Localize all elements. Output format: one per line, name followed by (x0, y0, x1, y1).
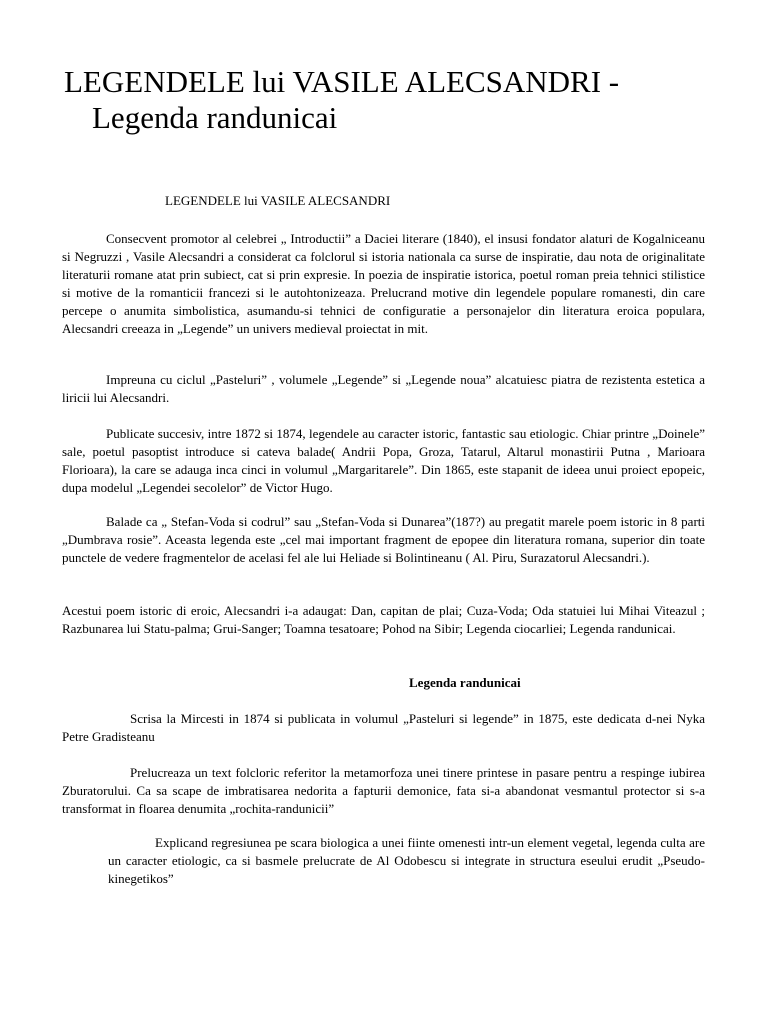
paragraph-prelucreaza: Prelucreaza un text folcloric referitor la metamorfoza unei tinere printese in pasare pentru a respinge iubirea Zburatorului. Ca sa scape de imbratisarea nedorita a fapturii demonice, fata si-a abandonat vesmantul protector si s-a transformat in floarea denumita „rochita-randunicii” (62, 765, 705, 816)
section-heading-legendele: LEGENDELE lui VASILE ALECSANDRI (165, 193, 391, 208)
paragraph-pasteluri: Impreuna cu ciclul „Pasteluri” , volumele „Legende” si „Legende noua” alcatuiesc piatra de rezistenta estetica a liricii lui Alecsandri. (62, 372, 705, 405)
paragraph-scrisa-la-mircesti: Scrisa la Mircesti in 1874 si publicata in volumul „Pasteluri si legende” in 1875, este dedicata d-nei Nyka Petre Gradisteanu (62, 711, 705, 744)
paragraph-explicand: Explicand regresiunea pe scara biologica a unei fiinte omenesti intr-un element vegetal, legenda culta are un caracter etiologic, ca si basmele prelucrate de Al Odobescu si integrate in structura eseului erudit „Pseudo-kinegetikos” (108, 835, 705, 886)
paragraph-intro: Consecvent promotor al celebrei „ Introductii” a Daciei literare (1840), el insusi fondator alaturi de Kogalniceanu si Negruzzi , Vasile Alecsandri a considerat ca folclorul si istoria nationala ca surse de inspiratie, dau nota de originalitate literaturii romane atat prin subiect, cat si prin expresie. In poezia de inspiratie istorica, poetul roman preia tehnici stilistice si motive de la romanticii francezi si le autohtonizeaza. Prelucrand motive din legendele populare romanesti, din care percepe o anumita simbolistica, asumandu-si tehnici de configuratie a personajelor din literatura eroica populara, Alecsandri creeaza in „Legende” un univers medieval proiectat in mit. (62, 231, 705, 336)
paragraph-poeme-adaugate: Acestui poem istoric di eroic, Alecsandri i-a adaugat: Dan, capitan de plai; Cuza-Voda; Oda statuiei lui Mihai Viteazul ; Razbunarea lui Statu-palma; Grui-Sanger; Toamna tesatoare; Pohod na Sibir; Legenda ciocarliei; Legenda randunicai. (62, 603, 705, 636)
paragraph-publicate: Publicate succesiv, intre 1872 si 1874, legendele au caracter istoric, fantastic sau etiologic. Chiar printre „Doinele” sale, poetul pasoptist introduce si cateva balade( Andrii Popa, Groza, Tatarul, Altarul monastirii Putna , Marioara Florioara), la care se adauga inca cinci in volumul „Margaritarele”. Din 1865, este stapanit de ideea unui proiect epopeic, dupa modelul „Legendei secolelor” de Victor Hugo. (62, 426, 705, 495)
document-title-line-1: LEGENDELE lui VASILE ALECSANDRI - (64, 64, 620, 99)
document-title-line-2: Legenda randunicai (92, 100, 338, 135)
document-title (64, 64, 724, 136)
section-heading-legenda-randunicai: Legenda randunicai (409, 675, 521, 690)
paragraph-balade: Balade ca „ Stefan-Voda si codrul” sau „Stefan-Voda si Dunarea”(187?) au pregatit marele poem istoric in 8 parti „Dumbrava rosie”. Aceasta legenda este „cel mai important fragment de epopee din literatura romana, superior din toate punctele de vedere fragmentelor de acelasi fel ale lui Heliade si Bolintineanu ( Al. Piru, Surazatorul Alecsandri.). (62, 514, 705, 565)
